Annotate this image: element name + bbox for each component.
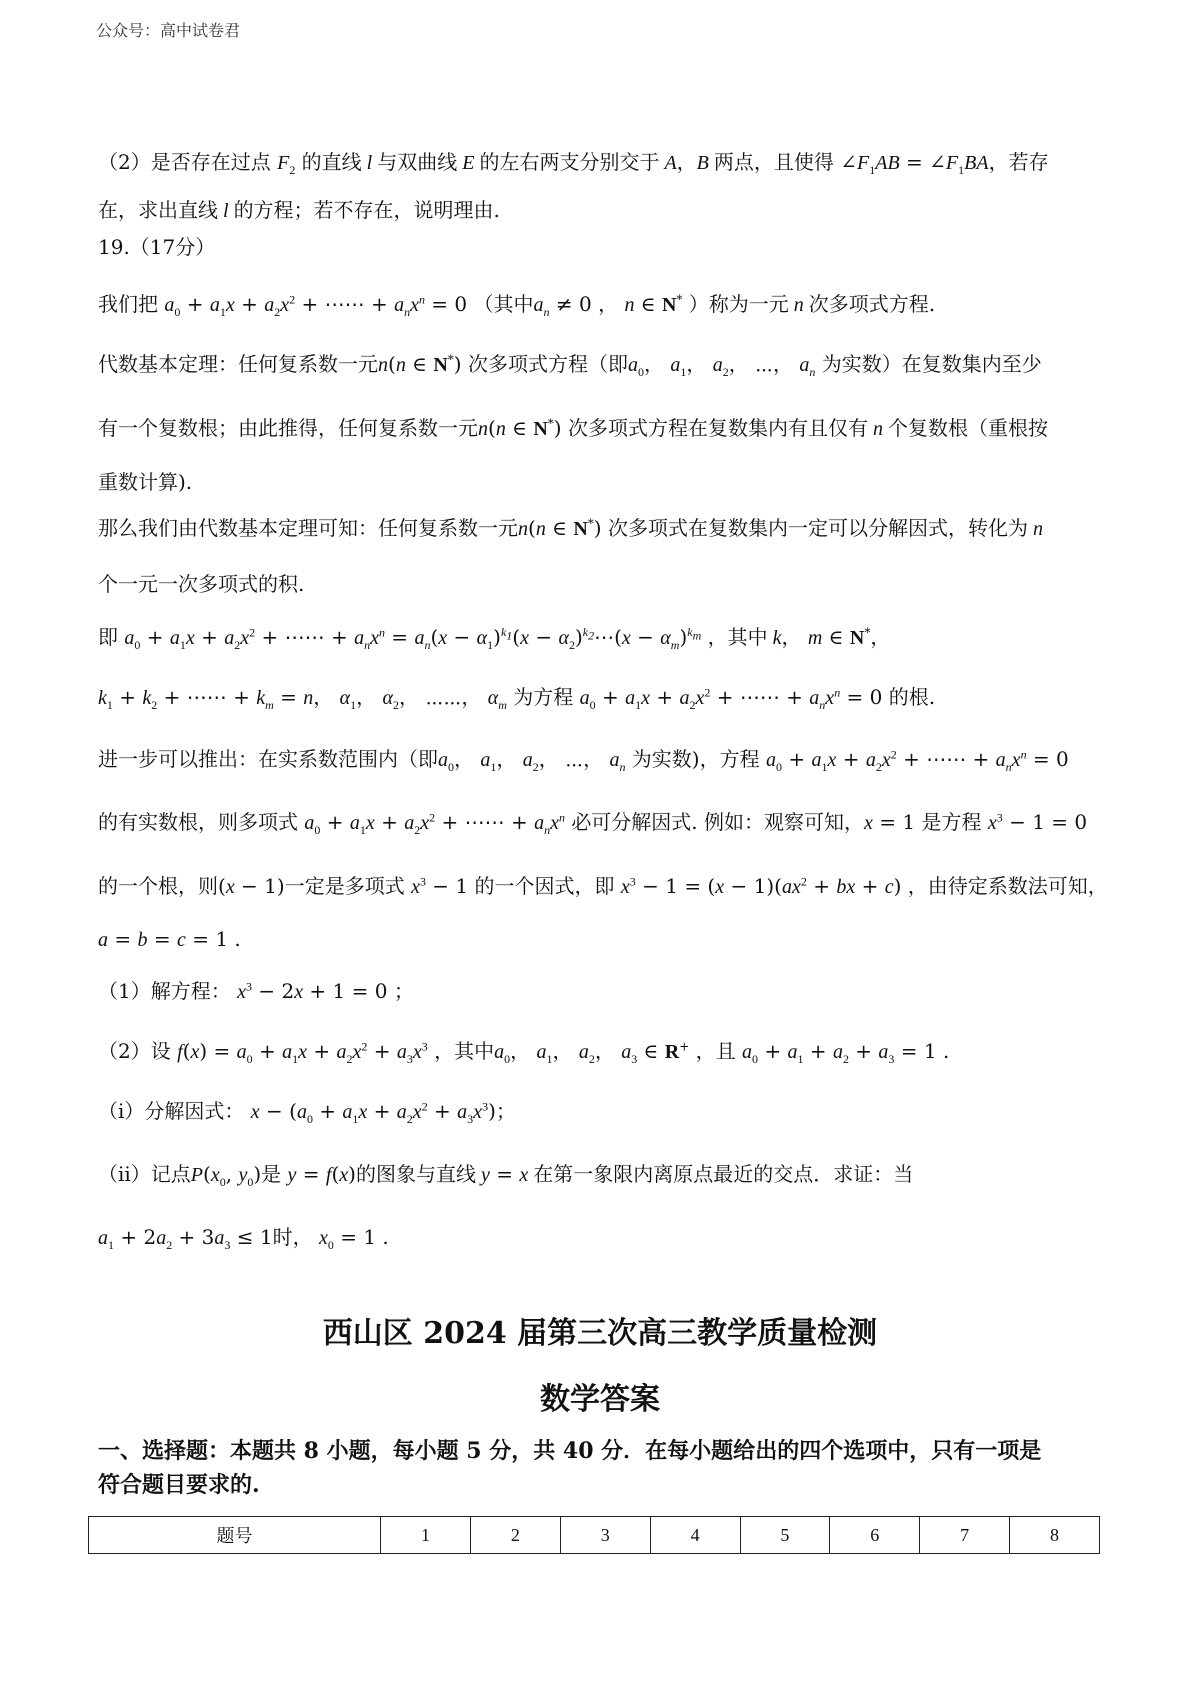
q19-header: 19.（17分） xyxy=(98,235,216,259)
q19-sub2-ii-line1: （ii）记点$P(x_0$, $y_0$)是 y = f(x)的图象与直线 y = x 在第一象限内离原点最近的交点．求证：当 xyxy=(98,1162,914,1189)
q19-intro: 我们把 $a_0 + a_1x + a_2x^2$ + ⋯⋯ + $a_nx^n = 0$ （其中$a_n \ne 0$ ， n ∈ N* ）称为一元 n 次多项式方程. xyxy=(98,292,936,319)
q19-theorem-line2: 有一个复数根；由此推得，任何复系数一元n(n ∈ N*) 次多项式方程在复数集内有且仅有 n 个复数根（重根按 xyxy=(98,416,1048,440)
table-cell: 4 xyxy=(650,1517,740,1554)
q19-further-line2: 的有实数根，则多项式 $a_0 + a_1x + a_2x^2$ + ⋯⋯ + $a_nx^n$ 必可分解因式. 例如：观察可知，x = 1 是方程 $x^3 - 1 = 0$ xyxy=(98,810,1088,837)
table-cell: 6 xyxy=(830,1517,920,1554)
table-cell: 题号 xyxy=(89,1517,381,1554)
q18-part2-line1: （2）是否存在过点 $F_2$ 的直线 l 与双曲线 E 的左右两支分别交于 A，B 两点，且使得 $\angle F_1AB$ = $\angle F_1BA$，若存 xyxy=(98,150,1049,177)
table-cell: 7 xyxy=(920,1517,1010,1554)
answer-subtitle: 数学答案 xyxy=(540,1382,660,1417)
q19-sub2-i: （i）分解因式： $x - (a_0 + a_1x + a_2x^2 + a_3x^3)$； xyxy=(98,1099,516,1126)
q19-further-line1: 进一步可以推出：在实系数范围内（即$a_0$， $a_1$， $a_2$， ⋯， $a_n$ 为实数)，方程 $a_0 + a_1x + a_2x^2$ + ⋯⋯ + $a_nx^n = 0$ xyxy=(98,747,1069,774)
q19-factor-line1: 那么我们由代数基本定理可知：任何复系数一元n(n ∈ N*) 次多项式在复数集内一定可以分解因式，转化为 n xyxy=(98,516,1043,540)
answer-table xyxy=(88,1516,1100,1554)
answer-table-header-row xyxy=(89,1517,1100,1554)
table-cell: 2 xyxy=(470,1517,560,1554)
q19-equation-line2: $k_1 + k_2$ + ⋯⋯ + $k_m = n$， $\alpha_1$， $\alpha_2$， ⋯⋯， $\alpha_m$ 为方程 $a_0 + a_1x + a_2x^2$ + ⋯⋯ + $a_nx^n = 0$ 的根. xyxy=(98,685,936,712)
q19-further-line3: 的一个根，则(x − 1)一定是多项式 $x^3 - 1$ 的一个因式，即 $x^3 - 1 = (x - 1)(ax^2$ + bx + c) ，由待定系数法可知， xyxy=(98,874,1108,898)
q19-equation-line1: 即 $a_0 + a_1x + a_2x^2$ + ⋯⋯ + $a_nx^n = a_n(x - \alpha_1)^{k_1}(x$ − $\alpha_2)^{k_2}\cdots(x - \alpha_m)^{k_m}$ ，其中 k， m ∈ N*， xyxy=(98,625,891,652)
section-1-heading: 一、选择题：本题共 8 小题，每小题 5 分，共 40 分．在每小题给出的四个选项中，只有一项是 符合题目要求的. xyxy=(98,1438,1042,1498)
q19-factor-line2: 个一元一次多项式的积. xyxy=(98,572,305,596)
q19-sub1: （1）解方程： $x^3 - 2x + 1 = 0$ ； xyxy=(98,979,414,1003)
q19-further-line4: a = b = c = 1 . xyxy=(98,927,241,951)
table-cell: 5 xyxy=(740,1517,830,1554)
watermark: 公众号：高中试卷君 xyxy=(96,21,241,40)
answer-title: 西山区 2024 届第三次高三教学质量检测 xyxy=(322,1316,878,1351)
q19-sub2: （2）设 $f(x) = a_0 + a_1x + a_2x^2 + a_3x^3$ ，其中$a_0$， $a_1$， $a_2$， $a_3$ ∈ R+ ，且 $a_0 + a_1 + a_2 + a_3 = 1$ . xyxy=(98,1039,950,1066)
table-cell: 1 xyxy=(381,1517,471,1554)
q18-part2-line2: 在，求出直线 l 的方程；若不存在，说明理由. xyxy=(98,198,500,222)
q19-theorem-line1: 代数基本定理：任何复系数一元n(n ∈ N*) 次多项式方程（即$a_0$， $a_1$， $a_2$， ⋯， $a_n$ 为实数）在复数集内至少 xyxy=(98,352,1042,379)
q19-sub2-ii-line2: $a_1 + 2a_2 + 3a_3 \le 1$时， $x_0 = 1$ . xyxy=(98,1225,389,1252)
table-cell: 3 xyxy=(560,1517,650,1554)
q19-theorem-line3: 重数计算). xyxy=(98,470,193,494)
table-cell: 8 xyxy=(1010,1517,1100,1554)
